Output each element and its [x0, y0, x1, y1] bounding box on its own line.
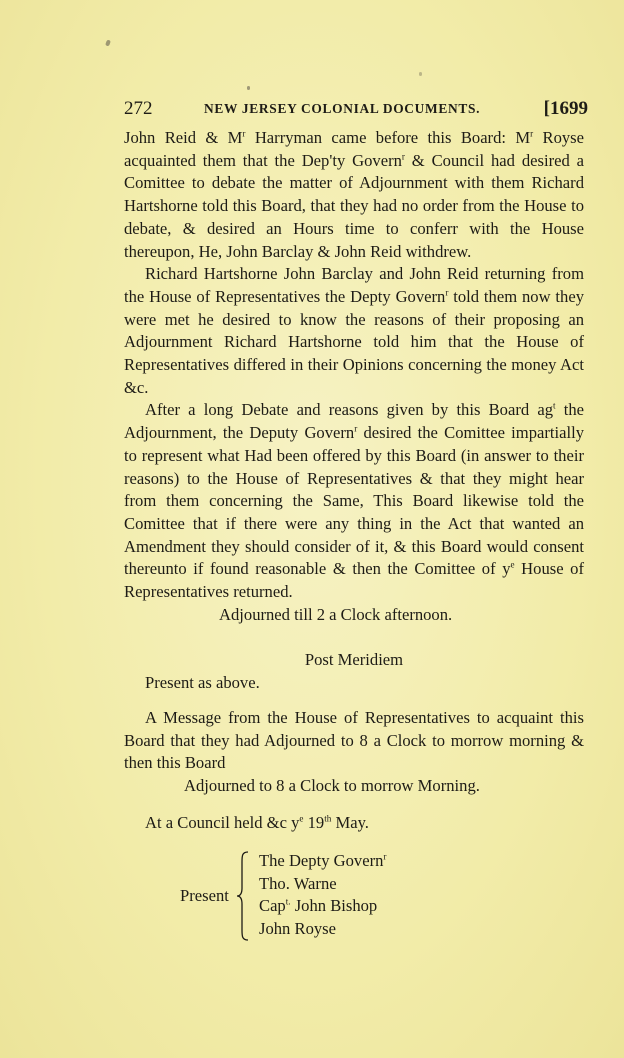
- page-number: 272: [124, 98, 153, 119]
- member-item: Tho. Warne: [259, 873, 337, 893]
- running-title: NEW JERSEY COLONIAL DOCUMENTS.: [204, 101, 481, 116]
- curly-brace-icon: [235, 850, 251, 942]
- ink-blot: [247, 86, 250, 90]
- member-item: The Depty Govern$^r$: [259, 851, 387, 870]
- adjournment-note-2: Adjourned to 8 a Clock to morrow Morning.: [184, 775, 480, 795]
- member-list: [259, 850, 386, 941]
- running-header: [124, 98, 588, 124]
- header-year: [1699: [543, 98, 588, 119]
- paragraph-2: Richard Hartshorne John Barclay and John Reid returning from the House of Representatives the Depty Govern$^r$ told them now they were met he desired to know the reasons of their proposing an Adjournment Richard Hartshorne told him that the House of Representatives differed in their Opinions concerning the money Act &c.: [124, 264, 584, 397]
- adjournment-note-1: Adjourned till 2 a Clock afternoon.: [219, 604, 453, 624]
- ink-blot: [105, 39, 111, 46]
- member-item: Cap$^{t.}$ John Bishop: [259, 896, 378, 916]
- paragraph-1: John Reid & $M^r$ Harryman came before this Board: $M^r$ Royse acquainted them that the Dep'ty Govern$^r$ & Council had desired a Comittee to debate the matter of Adjournment with them Richard Hartshorne told this Board, that they had no order from the House to debate, & desired an Hours time to conferr with the House thereupon, He, John Barclay & John Reid withdrew.: [124, 128, 584, 261]
- message-paragraph: A Message from the House of Representatives to acquaint this Board that they had Adjourned to 8 a Clock to morrow morning & then this Board: [124, 707, 584, 773]
- post-meridiem-heading: Post Meridiem: [304, 650, 404, 670]
- member-item: John Royse: [259, 919, 336, 939]
- present-members-block: [180, 850, 480, 942]
- paragraph-3: After a long Debate and reasons given by this Board $ag^t$ the Adjournment, the Deputy Govern$^r$ desired the Comittee impartially to represent what Had been offered by this Board (in answer to their reasons) to the House of Representatives & that they might hear from them concerning the Same, This Board likewise told the Comittee that if there were any thing in the Act that wanted an Amendment they should consider of it, & this Board would consent thereunto if found reasonable & then the Comittee of $y^e$ House of Representatives returned.: [124, 400, 584, 602]
- council-heading: At a Council held &c $y^e$ 19th May.: [145, 812, 369, 832]
- present-as-above: Present as above.: [145, 673, 260, 693]
- present-label: Present: [180, 886, 229, 905]
- ink-blot: [419, 72, 422, 76]
- body-text: [124, 127, 584, 834]
